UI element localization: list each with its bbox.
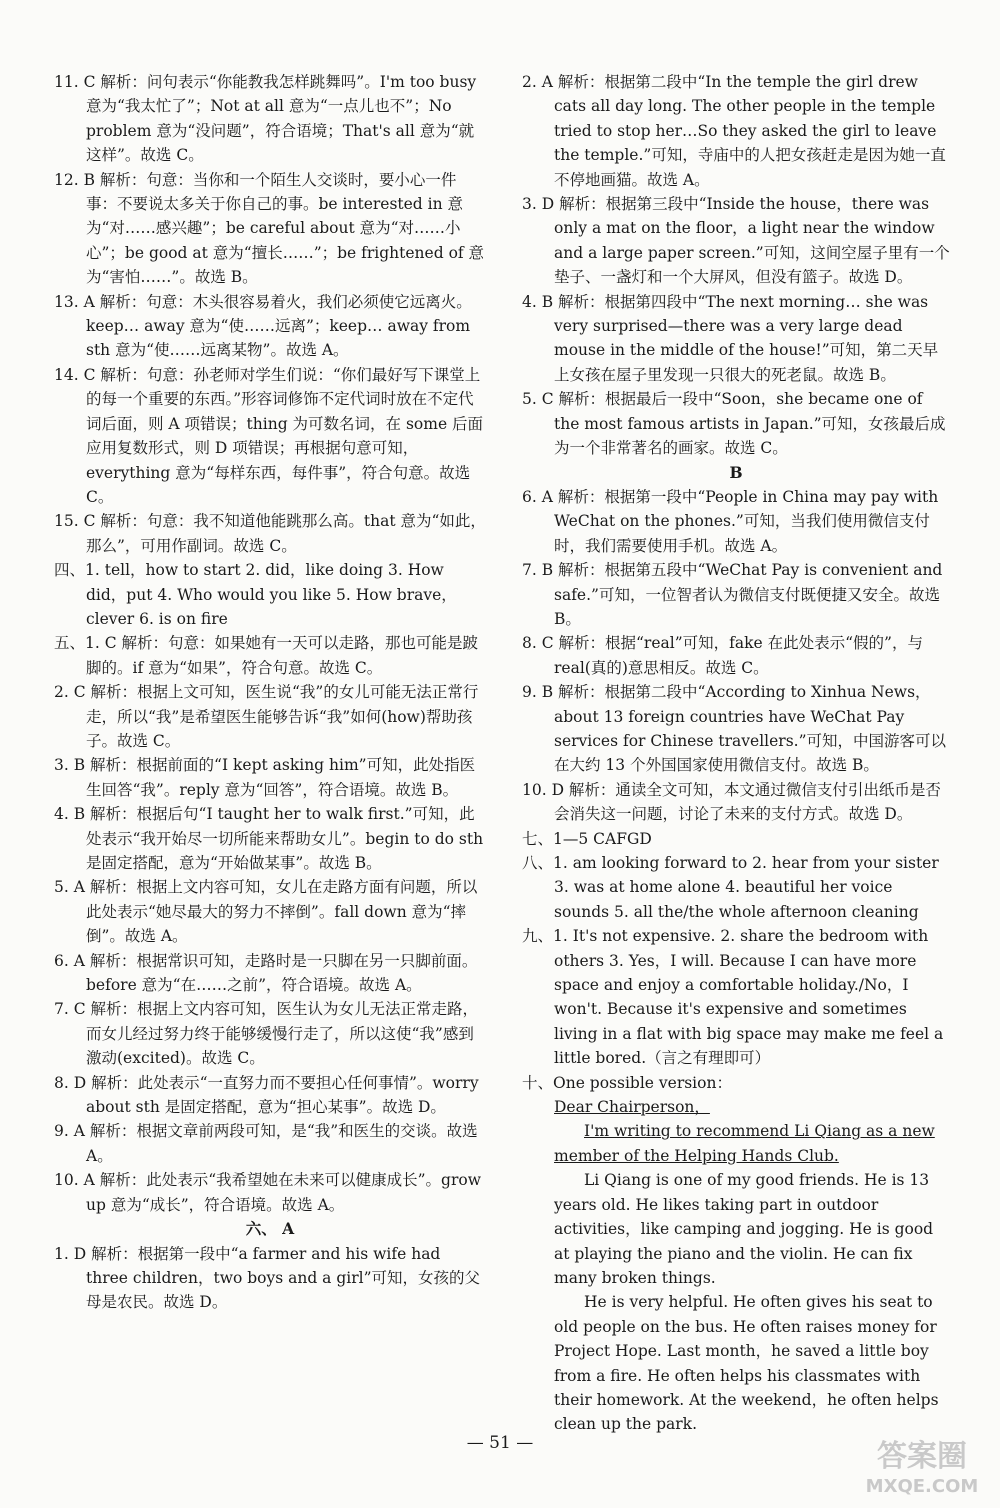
right-column-item: 七、1—5 CAFGD bbox=[522, 829, 652, 848]
left-column-item: 15. C 解析：句意：我不知道他能跳那么高。that 意为“如此，那么”，可用作副词。故选 C。 bbox=[54, 512, 486, 555]
left-column-item: 3. B 解析：根据前面的“I kept asking him”可知，此处指医生回答“我”。reply 意为“回答”，符合语境。故选 B。 bbox=[54, 756, 476, 799]
left-column-item: 4. B 解析：根据后句“I taught her to walk first.”可知，此处表示“我开始尽一切所能来帮助女儿”。begin to do sth 是固定搭配，意为“开始做某事”。故选 B。 bbox=[54, 805, 484, 872]
left-column-item: 9. A 解析：根据文章前两段可知，是“我”和医生的交谈。故选 A。 bbox=[54, 1122, 478, 1165]
right-column-item: 4. B 解析：根据第四段中“The next morning… she was very surprised—there was a very large dead mouse in the middle of the house!”可知，第二天早上女孩在屋子里发现一只很大的死老鼠。故选 B。 bbox=[522, 292, 939, 384]
right-column-item: 2. A 解析：根据第二段中“In the temple the girl drew cats all day long. The other people in the temple tried to stop her…So they asked the girl to leave the temple.”可知，寺庙中的人把女孩赶走是因为她一直不停地画猫。故选 A。 bbox=[522, 73, 946, 189]
page-number: — 51 — bbox=[466, 1433, 534, 1453]
left-column-item: 五、1. C 解析：句意：如果她有一天可以走路，那也可能是跛脚的。if 意为“如果”，符合句意。故选 C。 bbox=[54, 634, 479, 677]
right-column-item: 九、1. It's not expensive. 2. share the bedroom with others 3. Yes，I will. Because I can have more space and enjoy a comfortable holiday./No，I won't. Because it's expensive and sometimes living in a flat with big space may make me feel a little bored.（言之有理即可） bbox=[522, 927, 944, 1068]
left-column-item: 六、 A bbox=[245, 1219, 295, 1239]
right-column-item: He is very helpful. He often gives his seat to old people on the bus. He often raises money for Project Hope. Last month，he saved a little boy from a fire. He often helps his classmates with their homework. At the weekend，he often helps clean up the park. bbox=[554, 1293, 939, 1434]
left-column-item: 11. C 解析：问句表示“你能教我怎样跳舞吗”。I'm too busy 意为“我太忙了”；Not at all 意为“一点儿也不”；No problem 意为“没问题”，符合语境；That's all 意为“就这样”。故选 C。 bbox=[54, 73, 477, 165]
right-column-item: Li Qiang is one of my good friends. He is 13 years old. He likes taking part in outdoor activities，like camping and jogging. He is good at playing the piano and the violin. He can fix many broken things. bbox=[554, 1171, 934, 1287]
right-column-item: I'm writing to recommend Li Qiang as a new member of the Helping Hands Club. bbox=[554, 1122, 935, 1165]
left-column-item: 6. A 解析：根据常识可知，走路时是一只脚在另一只脚前面。before 意为“在……之前”，符合语境。故选 A。 bbox=[54, 951, 478, 995]
right-column-item: 6. A 解析：根据第一段中“People in China may pay with WeChat on the phones.”可知，当我们使用微信支付时，我们需要使用手机。故选 A。 bbox=[522, 487, 939, 555]
watermark-logo bbox=[852, 1430, 992, 1500]
right-column-item: Dear Chairperson， bbox=[554, 1098, 710, 1117]
right-column-item: 7. B 解析：根据第五段中“WeChat Pay is convenient and safe.”可知，一位智者认为微信支付既便捷又安全。故选 B。 bbox=[522, 561, 943, 628]
right-column-item: 10. D 解析：通读全文可知，本文通过微信支付引出纸币是否会消失这一问题，讨论了未来的支付方式。故选 D。 bbox=[522, 780, 941, 824]
left-column-item: 14. C 解析：句意：孙老师对学生们说：“你们最好写下课堂上的每一个重要的东西。”形容词修饰不定代词时放在不定代词后面，则 A 项错误；thing 为可数名词，在 some 后面应用复数形式，则 D 项错误；再根据句意可知，everything 意为“每样东西，每件事”，符合句意。故选 C。 bbox=[54, 365, 484, 506]
left-column-item: 7. C 解析：根据上文内容可知，医生认为女儿无法正常走路，而女儿经过努力终于能够缓慢行走了，所以这使“我”感到激动(excited)。故选 C。 bbox=[54, 1000, 479, 1068]
right-column-item: 八、1. am looking forward to 2. hear from your sister 3. was at home alone 4. beautiful her voice sounds 5. all the/the whole afternoon cleaning bbox=[522, 854, 939, 921]
left-column bbox=[54, 70, 486, 1315]
left-column-item: 8. D 解析：此处表示“一直努力而不要担心任何事情”。worry about sth 是固定搭配，意为“担心某事”。故选 D。 bbox=[54, 1073, 479, 1117]
right-column-item: B bbox=[729, 462, 743, 482]
left-column-item: 四、1. tell，how to start 2. did，like doing 3. How did，put 4. Who would you like 5. How brave，clever 6. is on fire bbox=[54, 561, 457, 628]
left-column-item: 12. B 解析：句意：当你和一个陌生人交谈时，要小心一件事：不要说太多关于你自己的事。be interested in 意为“对……感兴趣”；be careful about 意为“对……小心”；be good at 意为“擅长……”；be frightened of 意为“害怕……”。故选 B。 bbox=[54, 170, 485, 287]
right-column-item: 5. C 解析：根据最后一段中“Soon，she became one of the most famous artists in Japan.”可知，女孩最后成为一个非常著名的画家。故选 C。 bbox=[522, 390, 946, 458]
left-column-item: 1. D 解析：根据第一段中“a farmer and his wife had three children，two boys and a girl”可知，女孩的父母是农民。故选 D。 bbox=[54, 1244, 481, 1312]
left-column-item: 13. A 解析：句意：木头很容易着火，我们必须使它远离火。keep… away 意为“使……远离”；keep… away from sth 意为“使……远离某物”。故选 A。 bbox=[54, 292, 472, 360]
watermark-line1: 答案圈 bbox=[877, 1439, 967, 1474]
left-column-item: 5. A 解析：根据上文内容可知，女儿在走路方面有问题，所以此处表示“她尽最大的努力不摔倒”。fall down 意为“摔倒”。故选 A。 bbox=[54, 878, 478, 946]
left-column-item: 10. A 解析：此处表示“我希望她在未来可以健康成长”。grow up 意为“成长”，符合语境。故选 A。 bbox=[54, 1171, 481, 1214]
right-column-item: 9. B 解析：根据第二段中“According to Xinhua News，about 13 foreign countries have WeChat Pay services for Chinese travellers.”可知，中国游客可以在大约 13 个外国国家使用微信支付。故选 B。 bbox=[522, 683, 947, 775]
right-column-item: 8. C 解析：根据“real”可知，fake 在此处表示“假的”，与 real(真的)意思相反。故选 C。 bbox=[522, 634, 923, 677]
right-column-item: 十、One possible version： bbox=[522, 1073, 732, 1092]
right-column-item: 3. D 解析：根据第三段中“Inside the house，there was only a mat on the floor，a light near the window and a large paper screen.”可知，这间空屋子里有一个垫子、一盏灯和一个大屏风，但没有篮子。故选 D。 bbox=[522, 195, 950, 287]
watermark-line2: MXQE.COM bbox=[865, 1476, 979, 1497]
right-column bbox=[522, 70, 950, 1437]
left-column-item: 2. C 解析：根据上文可知，医生说“我”的女儿可能无法正常行走，所以“我”是希望医生能够告诉“我”如何(how)帮助孩子。故选 C。 bbox=[54, 683, 479, 750]
